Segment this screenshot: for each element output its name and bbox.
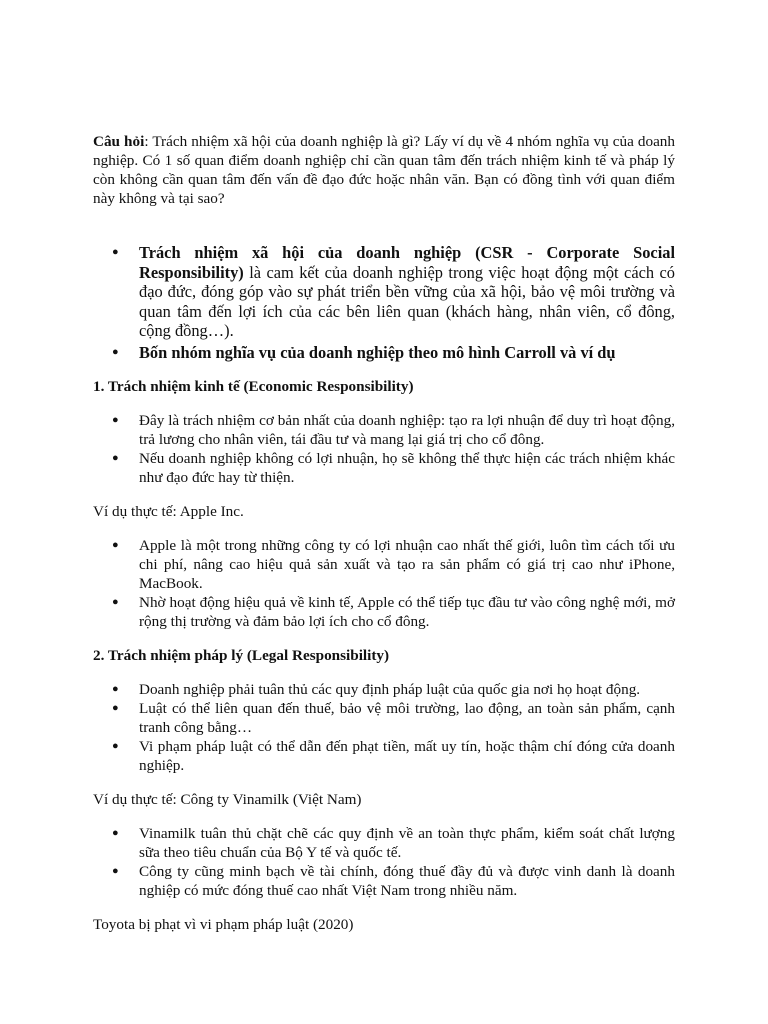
list-item: ● Công ty cũng minh bạch về tài chính, đóng thuế đầy đủ và được vinh danh là doanh nghiệp có mức đóng thuế cao nhất Việt Nam trong nhiều năm. — [139, 862, 675, 900]
section2-example-label: Ví dụ thực tế: Công ty Vinamilk (Việt Nam) — [93, 791, 362, 808]
list-item: ● Apple là một trong những công ty có lợi nhuận cao nhất thế giới, luôn tìm cách tối ưu chi phí, nâng cao hiệu quả sản xuất và tạo ra sản phẩm có giá trị cao như iPhone, MacBook. — [139, 536, 675, 593]
list-item: ● Luật có thể liên quan đến thuế, bảo vệ môi trường, lao động, an toàn sản phẩm, cạnh tranh công bằng… — [139, 699, 675, 737]
list-item: ● Đây là trách nhiệm cơ bản nhất của doanh nghiệp: tạo ra lợi nhuận để duy trì hoạt động, trả lương cho nhân viên, tái đầu tư và mang lại giá trị cho cổ đông. — [139, 411, 675, 449]
csr-definition-item — [139, 243, 675, 341]
list-item: ● Vinamilk tuân thủ chặt chẽ các quy định về an toàn thực phẩm, kiểm soát chất lượng sữa theo tiêu chuẩn của Bộ Y tế và quốc tế. — [139, 824, 675, 862]
list-item: ● Nếu doanh nghiệp không có lợi nhuận, họ sẽ không thể thực hiện các trách nhiệm khác như đạo đức hay từ thiện. — [139, 449, 675, 487]
section1-example-list — [93, 536, 675, 631]
list-item: ● Doanh nghiệp phải tuân thủ các quy định pháp luật của quốc gia nơi họ hoạt động. — [139, 680, 675, 699]
section2-list — [93, 680, 675, 775]
carroll-title-item: ● Bốn nhóm nghĩa vụ của doanh nghiệp theo mô hình Carroll và ví dụ — [139, 343, 675, 363]
list-item: ● Nhờ hoạt động hiệu quả về kinh tế, Apple có thể tiếp tục đầu tư vào công nghệ mới, mở rộng thị trường và đảm bảo lợi ích cho cổ đông. — [139, 593, 675, 631]
question-label: Câu hỏi — [93, 133, 145, 150]
intro-list — [93, 243, 675, 362]
section2-heading: 2. Trách nhiệm pháp lý (Legal Responsibility) — [93, 647, 390, 664]
section1-example-label: Ví dụ thực tế: Apple Inc. — [93, 503, 244, 520]
section1-heading: 1. Trách nhiệm kinh tế (Economic Responsibility) — [93, 378, 414, 395]
section1-list — [93, 411, 675, 487]
closing-line: Toyota bị phạt vì vi phạm pháp luật (2020) — [93, 916, 354, 933]
list-item: ● Vi phạm pháp luật có thể dẫn đến phạt tiền, mất uy tín, hoặc thậm chí đóng cửa doanh nghiệp. — [139, 737, 675, 775]
question-paragraph — [93, 132, 675, 208]
csr-definition-text: là cam kết của doanh nghiệp trong việc hoạt động một cách có đạo đức, đóng góp vào sự phát triển bền vững của xã hội, bảo vệ môi trường và quan tâm đến lợi ích của các bên liên quan (khách hàng, nhân viên, cổ đông, cộng đồng…). — [139, 262, 675, 340]
csr-term: Trách nhiệm xã hội của doanh nghiệp (CSR - Corporate Social Responsibility) — [139, 243, 675, 282]
section2-example-list — [93, 824, 675, 900]
question-text: : Trách nhiệm xã hội của doanh nghiệp là gì? Lấy ví dụ về 4 nhóm nghĩa vụ của doanh nghiệp. Có 1 số quan điểm doanh nghiệp chỉ cần quan tâm đến trách nhiệm kinh tế và pháp lý còn không cần quan tâm đến vấn đề đạo đức hoặc nhân văn. Bạn có đồng tình với quan điểm này không và tại sao? — [93, 133, 675, 207]
